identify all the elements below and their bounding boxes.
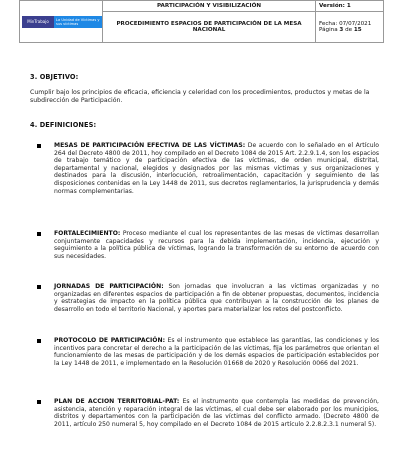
definition-text: Son jornadas que involucran a las víctimas organizadas y no organizadas en diferentes espacios de participación a fin de obtener propuestas, documentos, incidencia y estrategias de impacto en la política pública que contribuyen a la construcción de los planes de desarrollo en todo el territorio Nacional, y aportes para materializar los retos del postconflicto. <box>54 283 379 313</box>
definition-text: Es el instrumento que contempla las medidas de prevención, asistencia, atención y reparación integral de las víctimas, el cual debe ser elaborado por los municipios, distritos y departamentos con la participación de las víctimas del conflicto armado. (Decreto 4800 de 2011, artículo 250 numeral 5, hoy compilado en el Decreto 1084 de 2015 artículo 2.2.8.2.3.1 numeral 5). <box>54 398 379 428</box>
header-meta <box>316 12 384 43</box>
page-current: 3 <box>339 27 344 33</box>
header-version: Versión: 1 <box>316 1 384 12</box>
bullet-icon <box>37 285 41 289</box>
header-title-main: PROCEDIMIENTO ESPACIOS DE PARTICIPACIÓN DE LA MESA NACIONAL <box>103 12 316 43</box>
definition-term: MESAS DE PARTICIPACIÓN EFECTIVA DE LAS VÍCTIMAS: <box>54 142 246 149</box>
definition-item <box>54 283 379 313</box>
bullet-icon <box>37 144 41 148</box>
logo-tagline: La Unidad de Víctimas y sus víctimas <box>54 16 102 28</box>
definition-item <box>54 230 379 260</box>
header-title-top: PARTICIPACIÓN Y VISIBILIZACIÓN <box>103 1 316 12</box>
bullet-icon <box>37 232 41 236</box>
document-header <box>19 0 384 43</box>
definition-term: PLAN DE ACCION TERRITORIAL-PAT: <box>54 398 180 405</box>
section-objective-heading: 3. OBJETIVO: <box>30 73 79 81</box>
page-mid: de <box>343 27 354 33</box>
definition-item <box>54 337 379 367</box>
header-date: Fecha: 07/07/2021 <box>319 20 372 27</box>
logo <box>20 14 102 30</box>
definition-text: Proceso mediante el cual los representantes de las mesas de víctimas desarrollan conjuntamente capacidades y recursos para la debida implementación, incidencia, ejecución y seguimiento a la política pública de víctimas, logrando la transformación de su entorno de acuerdo con sus necesidades. <box>54 230 379 260</box>
bullet-icon <box>37 339 41 343</box>
logo-cell <box>20 1 103 43</box>
definition-text: De acuerdo con lo señalado en el Artículo 264 del Decreto 4800 de 2011, hoy compilado en el Decreto 1084 de 2015 Art. 2.2.9.1.4, son los espacios de trabajo temático y de participación efectiva de las víctimas, de orden municipal, distrital, departamental y nacional, elegidos y designados por las mismas víctimas y sus organizaciones y destinados para la discusión, interlocución, retroalimentación, capacitación y seguimiento de las disposiciones contenidas en la Ley 1448 de 2011, sus decretos reglamentarios, la jurisprudencia y demás normas complementarias. <box>54 142 379 195</box>
definition-item <box>54 398 379 428</box>
bullet-icon <box>37 400 41 404</box>
definition-term: PROTOCOLO DE PARTICIPACIÓN: <box>54 337 166 344</box>
definition-term: FORTALECIMIENTO: <box>54 230 121 237</box>
definition-term: JORNADAS DE PARTICIPACIÓN: <box>54 283 164 290</box>
section-definitions-heading: 4. DEFINICIONES: <box>30 121 97 129</box>
definition-text: Es el instrumento que establece las garantías, las condiciones y los incentivos para concretar el derecho a la participación de las víctimas, fija los parámetros que orientan el funcionamiento de las mesas de participación y de los demás espacios de participación establecidos por la Ley 1448 de 2011, e implementado en la Resolución 01668 de 2020 y Resolución 0066 del 2021. <box>54 337 379 367</box>
header-page <box>319 27 383 33</box>
page-prefix: Página <box>319 27 340 33</box>
objective-text: Cumplir bajo los principios de eficacia, eficiencia y celeridad con los procedimientos, productos y metas de la subdirección de Participación. <box>30 89 370 105</box>
logo-mark: MinTrabajo <box>22 16 54 28</box>
page-total: 15 <box>353 27 362 33</box>
definition-item <box>54 142 379 195</box>
